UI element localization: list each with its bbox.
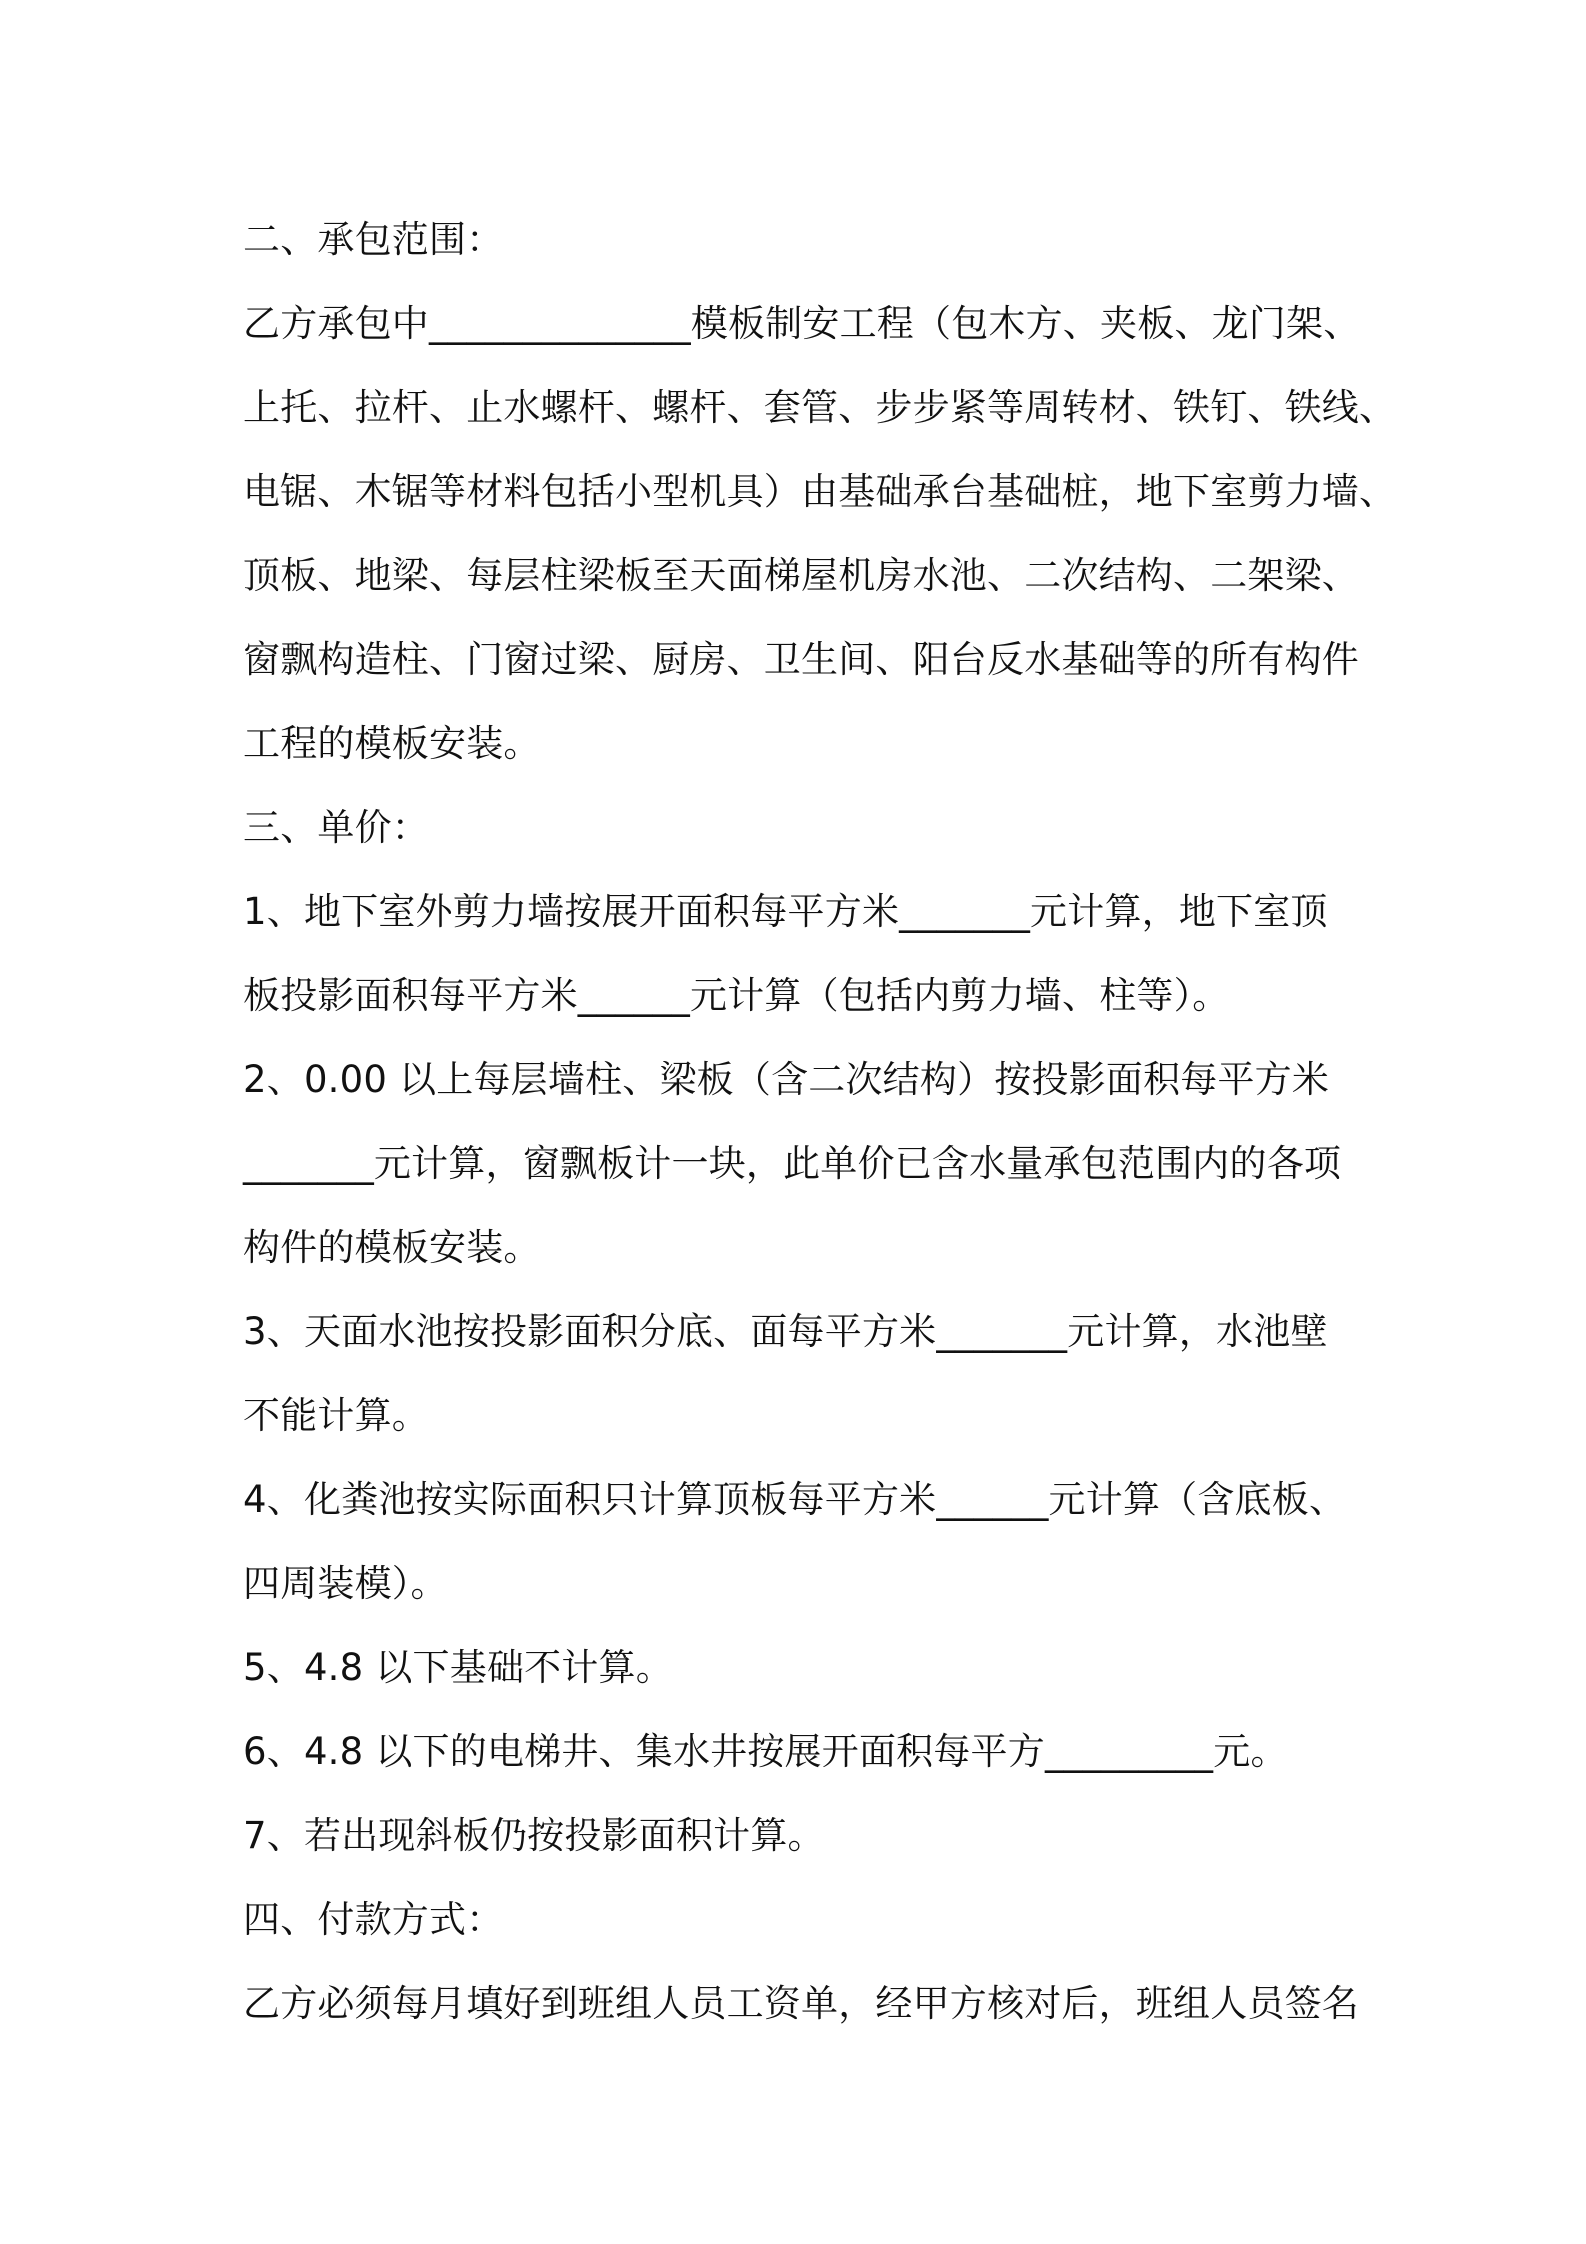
paragraph-line: 4、化粪池按实际面积只计算顶板每平方米______元计算（含底板、 — [243, 1478, 1347, 1521]
document-body — [243, 198, 1397, 2046]
paragraph-line: 2、0.00 以上每层墙柱、梁板（含二次结构）按投影面积每平方米 — [243, 1058, 1330, 1101]
paragraph-line: 上托、拉杆、止水螺杆、螺杆、套管、步步紧等周转材、铁钉、铁线、 — [243, 386, 1397, 429]
section-heading-payment: 四、付款方式： — [243, 1898, 504, 1941]
paragraph-line: 不能计算。 — [243, 1394, 429, 1437]
paragraph-line: 顶板、地梁、每层柱梁板至天面梯屋机房水池、二次结构、二架梁、 — [243, 554, 1359, 597]
paragraph-line: 四周装模）。 — [243, 1562, 448, 1605]
paragraph-line: 乙方承包中______________模板制安工程（包木方、夹板、龙门架、 — [243, 302, 1361, 345]
paragraph-line: 工程的模板安装。 — [243, 722, 541, 765]
paragraph-line: 7、若出现斜板仍按投影面积计算。 — [243, 1814, 825, 1857]
section-heading-unit-price: 三、单价： — [243, 806, 429, 849]
section-heading-scope: 二、承包范围： — [243, 218, 504, 261]
paragraph-line: 构件的模板安装。 — [243, 1226, 541, 1269]
paragraph-line: _______元计算，窗飘板计一块，此单价已含水量承包范围内的各项 — [243, 1142, 1342, 1185]
paragraph-line: 1、地下室外剪力墙按展开面积每平方米_______元计算，地下室顶 — [243, 890, 1328, 933]
paragraph-line: 3、天面水池按投影面积分底、面每平方米_______元计算，水池壁 — [243, 1310, 1328, 1353]
paragraph-line: 电锯、木锯等材料包括小型机具）由基础承台基础桩，地下室剪力墙、 — [243, 470, 1397, 513]
paragraph-line: 窗飘构造柱、门窗过梁、厨房、卫生间、阳台反水基础等的所有构件 — [243, 638, 1359, 681]
paragraph-line: 乙方必须每月填好到班组人员工资单，经甲方核对后，班组人员签名 — [243, 1982, 1359, 2025]
paragraph-line: 5、4.8 以下基础不计算。 — [243, 1646, 673, 1689]
paragraph-line: 6、4.8 以下的电梯井、集水井按展开面积每平方_________元。 — [243, 1730, 1288, 1773]
paragraph-line: 板投影面积每平方米______元计算（包括内剪力墙、柱等）。 — [243, 974, 1230, 1017]
